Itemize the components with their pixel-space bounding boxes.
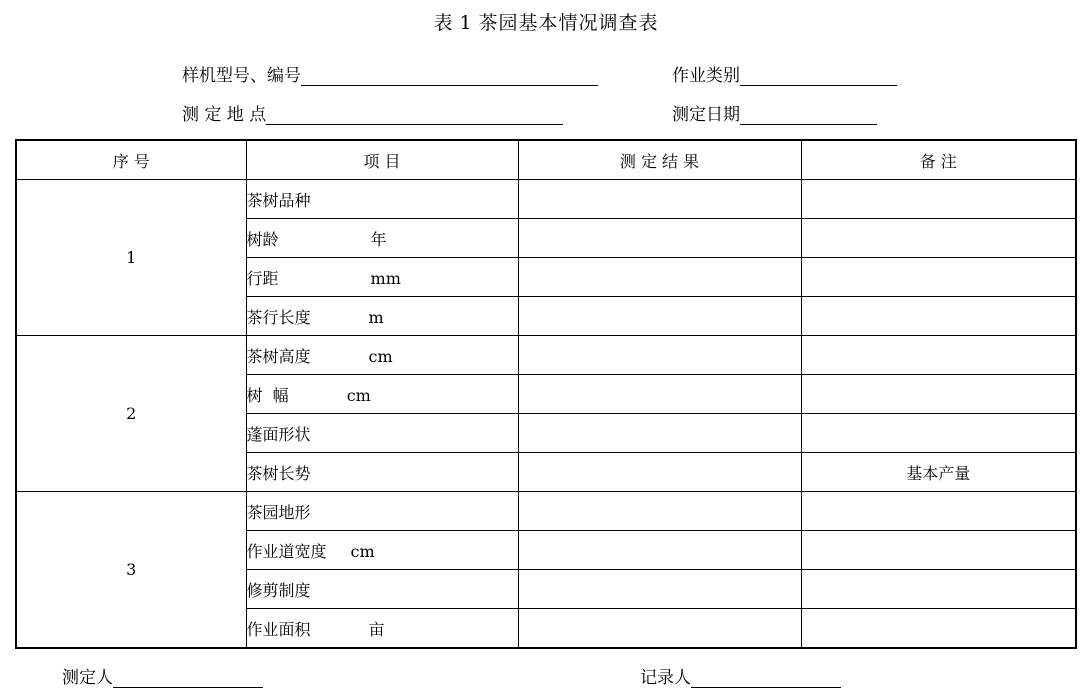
result-cell[interactable]	[518, 180, 801, 219]
page-title	[0, 8, 1092, 35]
item-label	[246, 453, 518, 492]
header-row-2	[182, 100, 982, 125]
item-name: 修剪制度	[246, 580, 311, 600]
result-cell[interactable]	[518, 453, 801, 492]
item-name: 茶园地形	[246, 502, 311, 522]
result-cell[interactable]	[518, 492, 801, 531]
item-name: 作业道宽度	[246, 541, 327, 561]
field-measure-location-input[interactable]	[266, 107, 563, 125]
field-operation-type	[672, 61, 897, 86]
document-page	[0, 8, 1092, 688]
table-header-row	[16, 140, 1076, 180]
remark-cell[interactable]	[801, 258, 1076, 297]
item-label	[246, 180, 518, 219]
item-name: 作业面积	[246, 619, 311, 639]
remark-cell[interactable]	[801, 375, 1076, 414]
group-number-3: 3	[16, 492, 246, 649]
remark-cell[interactable]	[801, 297, 1076, 336]
item-label	[246, 414, 518, 453]
field-measure-location	[182, 100, 672, 125]
field-measure-date-input[interactable]	[740, 107, 877, 125]
item-name: 树龄	[246, 229, 279, 249]
group-number-2: 2	[16, 336, 246, 492]
item-name: 茶树高度	[246, 346, 311, 366]
item-label	[246, 258, 518, 297]
survey-table	[15, 139, 1077, 649]
col-header-item: 项 目	[246, 140, 518, 180]
field-measurer-label: 测定人	[62, 668, 113, 688]
field-measure-date	[672, 100, 877, 125]
result-cell[interactable]	[518, 336, 801, 375]
remark-cell[interactable]	[801, 336, 1076, 375]
result-cell[interactable]	[518, 297, 801, 336]
item-name: 行距	[246, 268, 279, 288]
remark-cell[interactable]	[801, 414, 1076, 453]
footer-fields	[0, 663, 1092, 688]
item-unit: 亩	[368, 619, 385, 639]
item-label	[246, 531, 518, 570]
item-name: 蓬面形状	[246, 424, 311, 444]
title-name: 茶园基本情况调查表	[478, 12, 659, 34]
result-cell[interactable]	[518, 570, 801, 609]
result-cell[interactable]	[518, 258, 801, 297]
field-measurer	[62, 663, 640, 688]
table-row	[16, 336, 1076, 375]
item-label	[246, 336, 518, 375]
field-measurer-input[interactable]	[113, 670, 263, 688]
table-row	[16, 180, 1076, 219]
remark-cell[interactable]: 基本产量	[801, 453, 1076, 492]
remark-cell[interactable]	[801, 219, 1076, 258]
table-row	[16, 492, 1076, 531]
field-recorder	[640, 663, 841, 688]
item-name: 树 幅	[246, 385, 289, 405]
remark-cell[interactable]	[801, 531, 1076, 570]
remark-cell[interactable]	[801, 492, 1076, 531]
item-unit: cm	[368, 346, 393, 366]
header-row-1	[182, 61, 982, 86]
remark-cell[interactable]	[801, 180, 1076, 219]
field-recorder-label: 记录人	[640, 668, 691, 688]
result-cell[interactable]	[518, 609, 801, 649]
field-recorder-input[interactable]	[691, 670, 841, 688]
field-model-number-label: 样机型号、编号	[182, 66, 301, 86]
field-operation-type-label: 作业类别	[672, 66, 740, 86]
item-unit: cm	[350, 541, 375, 561]
title-number: 1	[459, 12, 473, 34]
field-measure-date-label: 测定日期	[672, 105, 740, 125]
field-measure-location-label: 测 定 地 点	[182, 105, 267, 125]
item-name: 茶行长度	[246, 307, 311, 327]
item-unit: cm	[346, 385, 371, 405]
col-header-remark: 备 注	[801, 140, 1076, 180]
result-cell[interactable]	[518, 375, 801, 414]
header-fields	[0, 61, 1092, 125]
remark-cell[interactable]	[801, 609, 1076, 649]
item-label	[246, 492, 518, 531]
result-cell[interactable]	[518, 531, 801, 570]
result-cell[interactable]	[518, 219, 801, 258]
result-cell[interactable]	[518, 414, 801, 453]
remark-cell[interactable]	[801, 570, 1076, 609]
field-operation-type-input[interactable]	[740, 68, 897, 86]
item-label	[246, 609, 518, 649]
col-header-result: 测 定 结 果	[518, 140, 801, 180]
item-label	[246, 570, 518, 609]
item-name: 茶树品种	[246, 190, 311, 210]
item-unit: m	[368, 307, 384, 327]
item-label	[246, 375, 518, 414]
col-header-no: 序 号	[16, 140, 246, 180]
field-model-number-input[interactable]	[301, 68, 598, 86]
item-name: 茶树长势	[246, 463, 311, 483]
item-unit: mm	[370, 268, 401, 288]
item-label	[246, 219, 518, 258]
title-prefix: 表	[433, 12, 454, 34]
item-label	[246, 297, 518, 336]
item-unit: 年	[370, 229, 387, 249]
group-number-1: 1	[16, 180, 246, 336]
field-model-number	[182, 61, 672, 86]
